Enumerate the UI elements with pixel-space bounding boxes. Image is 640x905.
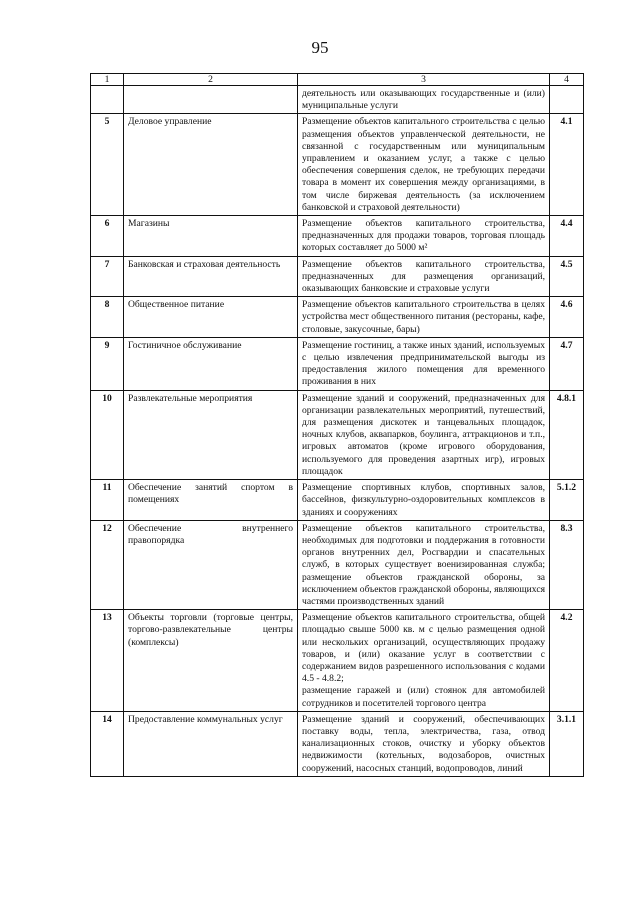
row-number: 14 bbox=[91, 711, 124, 776]
row-name: Деловое управление bbox=[124, 114, 298, 216]
table-header-row bbox=[91, 74, 584, 86]
table-row bbox=[91, 297, 584, 338]
row-number: 8 bbox=[91, 297, 124, 338]
row-code bbox=[550, 86, 584, 114]
table-row bbox=[91, 711, 584, 776]
table-row bbox=[91, 256, 584, 297]
row-description: Размещение зданий и сооружений, предназначенных для организации развлекательных мероприятий, путешествий, для размещения дискотек и танцевальных площадок, ночных клубов, аквапарков, боулинга, аттракционов и т.п., игровых автоматов (кроме игрового оборудования, используемого для проведения азартных игр), игровых площадок bbox=[298, 390, 550, 479]
row-number: 9 bbox=[91, 337, 124, 390]
row-number: 6 bbox=[91, 216, 124, 257]
row-number: 7 bbox=[91, 256, 124, 297]
table-row bbox=[91, 480, 584, 521]
row-name: Обеспечение внутреннего правопорядка bbox=[124, 520, 298, 609]
header-cell: 1 bbox=[91, 74, 124, 86]
row-description: деятельность или оказывающих государственные и (или) муниципальные услуги bbox=[298, 86, 550, 114]
row-name: Общественное питание bbox=[124, 297, 298, 338]
row-number: 11 bbox=[91, 480, 124, 521]
table-row bbox=[91, 337, 584, 390]
row-description: Размещение объектов капитального строительства, предназначенных для продажи товаров, торговая площадь которых составляет до 5000 м² bbox=[298, 216, 550, 257]
header-cell: 4 bbox=[550, 74, 584, 86]
row-code: 8.3 bbox=[550, 520, 584, 609]
table-row bbox=[91, 216, 584, 257]
table-row bbox=[91, 114, 584, 216]
row-code: 4.6 bbox=[550, 297, 584, 338]
header-cell: 3 bbox=[298, 74, 550, 86]
row-code: 4.4 bbox=[550, 216, 584, 257]
page-number: 95 bbox=[311, 38, 329, 57]
row-name: Развлекательные мероприятия bbox=[124, 390, 298, 479]
table-row bbox=[91, 86, 584, 114]
row-description: Размещение объектов капитального строительства в целях устройства мест общественного питания (рестораны, кафе, столовые, закусочные, бары) bbox=[298, 297, 550, 338]
row-description: Размещение зданий и сооружений, обеспечивающих поставку воды, тепла, электричества, газа, отвод канализационных стоков, очистку и уборку объектов недвижимости (котельных, водозаборов, очистных сооружений, насосных станций, водопроводов, линий bbox=[298, 711, 550, 776]
row-name: Объекты торговли (торговые центры, торгово-развлекательные центры (комплексы) bbox=[124, 610, 298, 712]
row-name: Магазины bbox=[124, 216, 298, 257]
row-number bbox=[91, 86, 124, 114]
row-code: 4.7 bbox=[550, 337, 584, 390]
table-row bbox=[91, 610, 584, 712]
header-cell: 2 bbox=[124, 74, 298, 86]
table-row bbox=[91, 520, 584, 609]
row-code: 5.1.2 bbox=[550, 480, 584, 521]
row-code: 4.8.1 bbox=[550, 390, 584, 479]
row-description: Размещение объектов капитального строительства, общей площадью свыше 5000 кв. м с целью размещения одной или нескольких организаций, осуществляющих продажу товаров, и (или) оказание услуг в соответствии с содержанием видов разрешенного использования с кодами 4.5 - 4.8.2; размещение гаражей и (или) стоянок для автомобилей сотрудников и посетителей торгового центра bbox=[298, 610, 550, 712]
row-description: Размещение гостиниц, а также иных зданий, используемых с целью извлечения предпринимательской выгоды из предоставления жилого помещения для временного проживания в них bbox=[298, 337, 550, 390]
row-name: Гостиничное обслуживание bbox=[124, 337, 298, 390]
row-name: Обеспечение занятий спортом в помещениях bbox=[124, 480, 298, 521]
row-code: 4.2 bbox=[550, 610, 584, 712]
row-code: 3.1.1 bbox=[550, 711, 584, 776]
row-code: 4.5 bbox=[550, 256, 584, 297]
row-description: Размещение объектов капитального строительства, предназначенных для размещения организаций, оказывающих банковские и страховые услуги bbox=[298, 256, 550, 297]
row-description: Размещение объектов капитального строительства, необходимых для подготовки и поддержания в готовности органов внутренних дел, Росгвардии и спасательных служб, в которых существует военизированная служба; размещение объектов гражданской обороны, за исключением объектов гражданской обороны, являющихся частями производственных зданий bbox=[298, 520, 550, 609]
table-row bbox=[91, 390, 584, 479]
row-name: Банковская и страховая деятельность bbox=[124, 256, 298, 297]
row-description: Размещение объектов капитального строительства с целью размещения объектов управленческой деятельности, не связанной с государственным или муниципальным управлением и оказанием услуг, а также с целью обеспечения совершения сделок, не требующих передачи товара в момент их совершения между организациями, в том числе биржевая деятельность (за исключением банковской и страховой деятельности) bbox=[298, 114, 550, 216]
row-number: 12 bbox=[91, 520, 124, 609]
row-number: 13 bbox=[91, 610, 124, 712]
row-number: 10 bbox=[91, 390, 124, 479]
row-code: 4.1 bbox=[550, 114, 584, 216]
row-name: Предоставление коммунальных услуг bbox=[124, 711, 298, 776]
row-name bbox=[124, 86, 298, 114]
land-use-table bbox=[90, 73, 584, 777]
row-number: 5 bbox=[91, 114, 124, 216]
row-description: Размещение спортивных клубов, спортивных залов, бассейнов, физкультурно-оздоровительных комплексов в зданиях и сооружениях bbox=[298, 480, 550, 521]
